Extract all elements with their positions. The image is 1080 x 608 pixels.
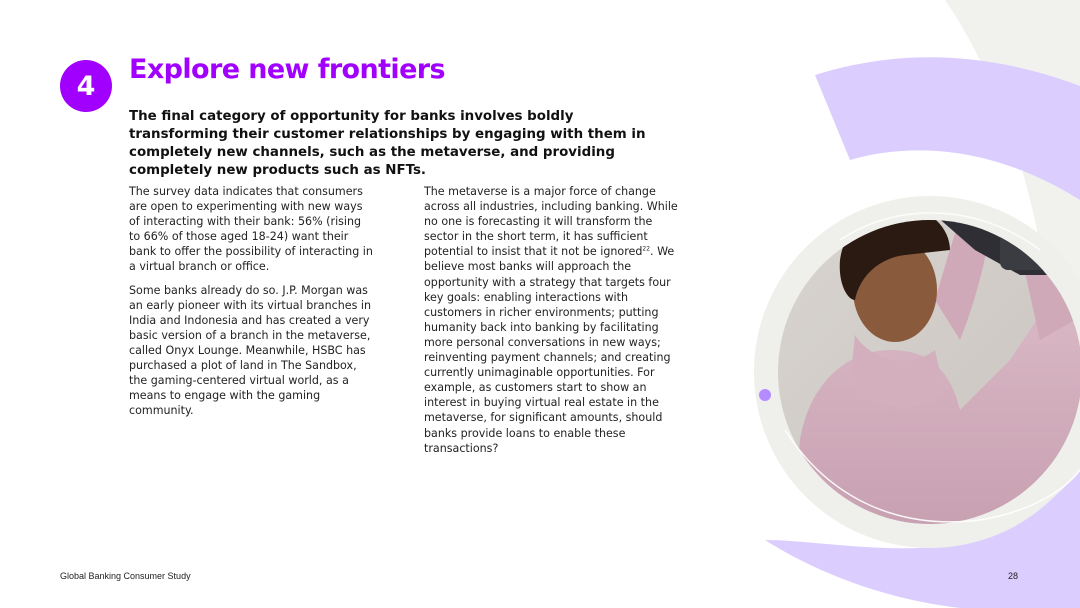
body-paragraph: Some banks already do so. J.P. Morgan was an early pioneer with its virtual branches in India and Indonesia and has created a very basic version of a branch in the metaverse, called Onyx Lounge. Meanwhile, HSBC has purchased a plot of land in The Sandbox, the gaming-centered virtual world, as a means to engage with the gaming community. bbox=[129, 283, 371, 418]
body-column-left bbox=[129, 184, 374, 426]
section-number: 4 bbox=[76, 70, 96, 102]
section-number-badge bbox=[60, 60, 112, 112]
purple-dot bbox=[759, 389, 771, 401]
footer-report-name: Global Banking Consumer Study bbox=[60, 571, 191, 581]
footnote-reference[interactable]: 22 bbox=[642, 245, 651, 253]
lead-paragraph: The final category of opportunity for banks involves boldly transforming their customer relationships by engaging with them in completely new channels, such as the metaverse, and providing completely new products such as NFTs. bbox=[129, 109, 646, 178]
body-text: . We believe most banks will approach the opportunity with a strategy that targets four key goals: enabling interactions with customers in richer environments; putting humanity back into banking by facilitating more personal conversations in new ways; reinventing payment channels; and creating currently unimaginable opportunities. For example, as customers start to show an interest in buying virtual real estate in the metaverse, for significant amounts, should banks provide loans to enable these transactions? bbox=[424, 245, 675, 455]
body-column-right bbox=[424, 184, 688, 464]
page-number: 28 bbox=[1008, 571, 1019, 581]
body-paragraph bbox=[424, 184, 688, 456]
body-text: The metaverse is a major force of change across all industries, including banking. While no one is forecasting it will transform the sector in the short term, it has sufficient potential to insist that it not be ignored bbox=[424, 185, 678, 259]
body-paragraph: The survey data indicates that consumers are open to experimenting with new ways of interacting with their bank: 56% (rising to 66% of those aged 18-24) want their bank to offer the possibility of interacting in a virtual branch or office. bbox=[129, 185, 373, 274]
page-title: Explore new frontiers bbox=[129, 54, 445, 85]
